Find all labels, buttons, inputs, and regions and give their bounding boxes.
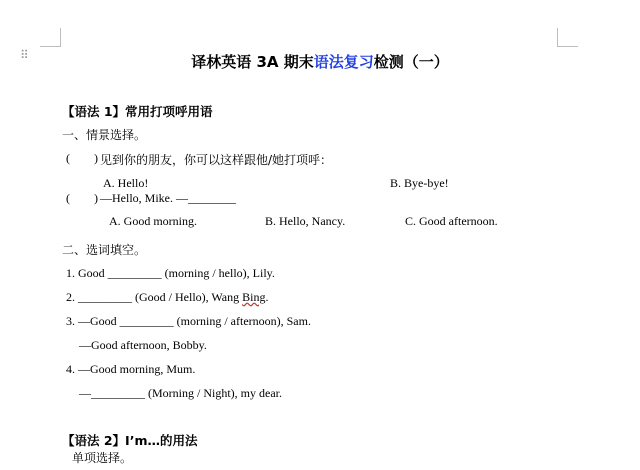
grammar1-heading: 【语法 1】常用打项呼用语 [62,104,213,119]
crop-mark-top-left [40,28,61,47]
fill-item-2-name: Bing [242,290,266,304]
crop-mark-top-right [557,28,578,47]
fill-item-2-text: 2. _________ (Good / Hello), Wang [66,290,240,304]
fill-item-2-end: . [265,290,269,304]
grammar2-heading: 【语法 2】I’m…的用法 [62,433,198,448]
title-pre: 译林英语 3A 期末 [191,53,314,71]
q2-option-b: B. Hello, Nancy. [265,214,346,228]
q2-text: —Hello, Mike. —________ [100,191,236,205]
fill-item-3-reply: —Good afternoon, Bobby. [79,338,207,352]
fill-item-3: 3. —Good _________ (morning / afternoon), Sam. [66,314,311,328]
page-title [0,48,640,72]
q1-option-a: A. Hello! [103,176,149,190]
grammar2-subheading: 单项选择。 [72,451,133,465]
part1-heading: 一、情景选择。 [62,128,147,142]
title-highlight: 语法复习 [313,53,374,71]
q2-option-c: C. Good afternoon. [405,214,498,228]
fill-item-2 [66,290,268,305]
fill-item-4: 4. —Good morning, Mum. [66,362,196,376]
q1-paren-open: ( [66,151,70,165]
fill-item-4-reply: —_________ (Morning / Night), my dear. [79,386,282,400]
q2-paren-open: ( [66,191,70,205]
q2-option-a: A. Good morning. [109,214,197,228]
title-post: 检测（一） [373,53,449,71]
q1-paren-close: ) [94,151,98,165]
q1-text: 见到你的朋友，你可以这样跟他/她打项呼： [100,153,333,167]
q2-paren-close: ) [94,191,98,205]
drag-handle-icon[interactable]: ⠿ [20,48,30,62]
q1-option-b: B. Bye-bye! [390,176,449,190]
part2-heading: 二、选词填空。 [62,243,147,257]
fill-item-1: 1. Good _________ (morning / hello), Lily. [66,266,275,280]
